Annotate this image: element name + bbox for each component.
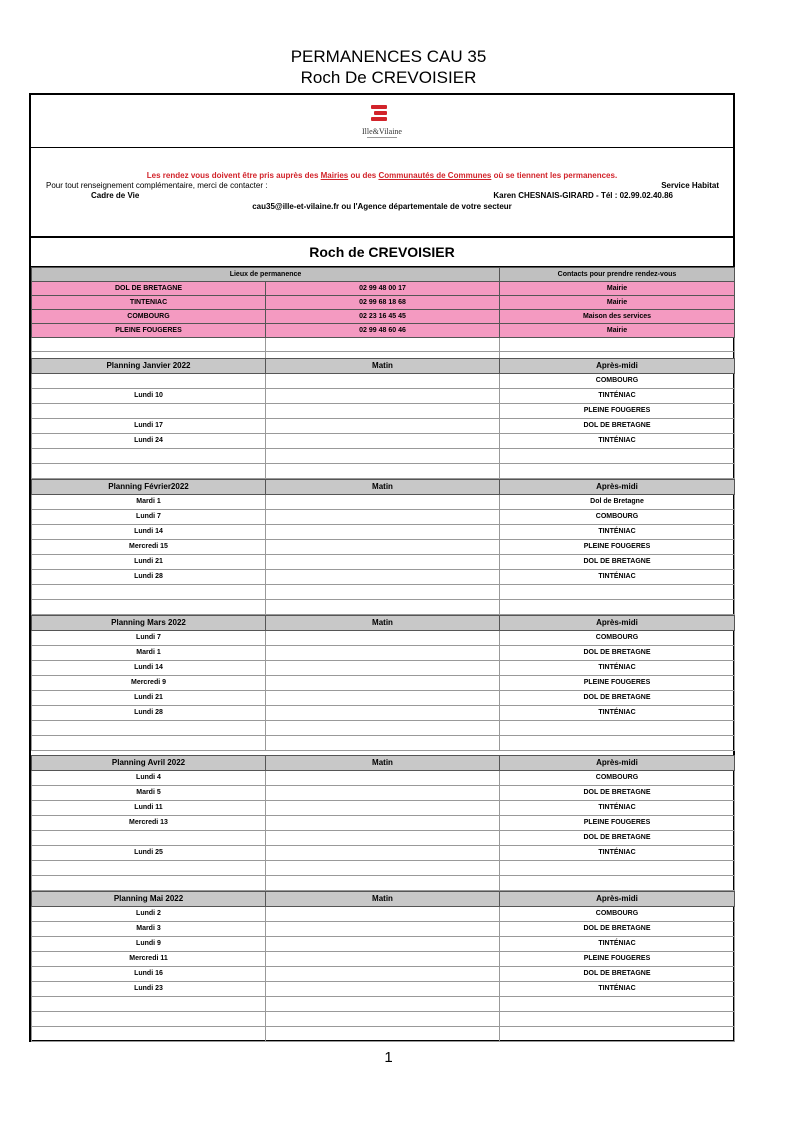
location-name: DOL DE BRETAGNE <box>32 282 266 296</box>
planning-table <box>31 358 735 479</box>
planning-afternoon: COMBOURG <box>500 907 735 922</box>
planning-row <box>32 736 735 751</box>
planning-afternoon <box>500 464 735 479</box>
planning-table <box>31 891 735 1042</box>
planning-row <box>32 1027 735 1042</box>
planning-day <box>32 404 266 419</box>
planning-day <box>32 721 266 736</box>
planning-morning <box>266 570 500 585</box>
planning-afternoon: TINTÉNIAC <box>500 570 735 585</box>
planning-afternoon <box>500 997 735 1012</box>
location-contact: Mairie <box>500 296 735 310</box>
planning-day: Mardi 3 <box>32 922 266 937</box>
planning-day <box>32 997 266 1012</box>
planning-row <box>32 646 735 661</box>
notice-text-2: ou des <box>348 171 379 180</box>
planning-afternoon: TINTÉNIAC <box>500 801 735 816</box>
page-number: 1 <box>384 1049 393 1066</box>
planning-title: Planning Janvier 2022 <box>32 359 266 374</box>
planning-day: Lundi 28 <box>32 706 266 721</box>
document-title: PERMANENCES CAU 35 <box>290 47 487 66</box>
planning-morning <box>266 631 500 646</box>
planning-day: Lundi 11 <box>32 801 266 816</box>
planning-day <box>32 1027 266 1042</box>
morning-header: Matin <box>266 359 500 374</box>
planning-row <box>32 464 735 479</box>
planning-morning <box>266 736 500 751</box>
contact-intro: Pour tout renseignement complémentaire, merci de contacter : <box>46 181 268 190</box>
planning-morning <box>266 952 500 967</box>
planning-day: Lundi 14 <box>32 525 266 540</box>
planning-row <box>32 404 735 419</box>
planning-morning <box>266 661 500 676</box>
location-row <box>32 310 735 324</box>
planning-morning <box>266 846 500 861</box>
planning-row <box>32 495 735 510</box>
planning-row <box>32 952 735 967</box>
planning-header <box>32 359 735 374</box>
planning-day <box>32 1012 266 1027</box>
planning-morning <box>266 706 500 721</box>
planning-row <box>32 982 735 997</box>
planning-afternoon: DOL DE BRETAGNE <box>500 419 735 434</box>
info-block <box>31 148 733 238</box>
planning-afternoon: TINTÉNIAC <box>500 434 735 449</box>
planning-row <box>32 967 735 982</box>
planning-day <box>32 861 266 876</box>
planning-day: Lundi 23 <box>32 982 266 997</box>
planning-day: Mardi 1 <box>32 646 266 661</box>
planning-morning <box>266 555 500 570</box>
location-row <box>32 324 735 338</box>
planning-row <box>32 771 735 786</box>
planning-morning <box>266 419 500 434</box>
planning-afternoon <box>500 876 735 891</box>
planning-morning <box>266 907 500 922</box>
planning-day: Mercredi 15 <box>32 540 266 555</box>
planning-afternoon <box>500 449 735 464</box>
location-phone: 02 99 48 00 17 <box>266 282 500 296</box>
afternoon-header: Après-midi <box>500 359 735 374</box>
planning-row <box>32 449 735 464</box>
locations-header <box>32 268 735 282</box>
planning-header <box>32 892 735 907</box>
planning-afternoon <box>500 600 735 615</box>
location-phone: 02 99 68 18 68 <box>266 296 500 310</box>
zone-title: Roch de CREVOISIER <box>31 238 733 267</box>
planning-afternoon <box>500 736 735 751</box>
planning-morning <box>266 721 500 736</box>
planning-afternoon: PLEINE FOUGERES <box>500 952 735 967</box>
logo-mark-icon <box>371 105 387 125</box>
planning-afternoon <box>500 721 735 736</box>
planning-day <box>32 831 266 846</box>
planning-row <box>32 907 735 922</box>
planning-day: Lundi 2 <box>32 907 266 922</box>
planning-title: Planning Février2022 <box>32 480 266 495</box>
planning-morning <box>266 691 500 706</box>
planning-morning <box>266 861 500 876</box>
planning-title: Planning Mars 2022 <box>32 616 266 631</box>
ille-et-vilaine-logo <box>357 105 407 141</box>
planning-afternoon: TINTÉNIAC <box>500 389 735 404</box>
planning-row <box>32 631 735 646</box>
planning-morning <box>266 495 500 510</box>
planning-morning <box>266 464 500 479</box>
planning-row <box>32 389 735 404</box>
planning-afternoon: TINTÉNIAC <box>500 937 735 952</box>
planning-morning <box>266 816 500 831</box>
planning-afternoon: COMBOURG <box>500 374 735 389</box>
planning-day: Lundi 21 <box>32 555 266 570</box>
planning-afternoon: DOL DE BRETAGNE <box>500 646 735 661</box>
planning-afternoon: DOL DE BRETAGNE <box>500 967 735 982</box>
planning-afternoon <box>500 861 735 876</box>
planning-day: Lundi 25 <box>32 846 266 861</box>
planning-day: Mercredi 9 <box>32 676 266 691</box>
blank-row <box>32 338 735 352</box>
planning-morning <box>266 404 500 419</box>
planning-afternoon <box>500 1027 735 1042</box>
planning-day: Lundi 7 <box>32 631 266 646</box>
planning-row <box>32 861 735 876</box>
service-name: Service Habitat <box>661 181 719 190</box>
afternoon-header: Après-midi <box>500 756 735 771</box>
planning-row <box>32 801 735 816</box>
location-name: TINTENIAC <box>32 296 266 310</box>
appointment-notice <box>31 171 733 180</box>
planning-table <box>31 479 735 615</box>
planning-row <box>32 419 735 434</box>
planning-afternoon: DOL DE BRETAGNE <box>500 922 735 937</box>
planning-morning <box>266 801 500 816</box>
planning-day: Lundi 28 <box>32 570 266 585</box>
planning-afternoon <box>500 585 735 600</box>
morning-header: Matin <box>266 480 500 495</box>
planning-morning <box>266 982 500 997</box>
planning-row <box>32 831 735 846</box>
planning-day: Mardi 1 <box>32 495 266 510</box>
service-name-2: Cadre de Vie <box>91 191 140 200</box>
location-contact: Mairie <box>500 282 735 296</box>
planning-day <box>32 464 266 479</box>
morning-header: Matin <box>266 616 500 631</box>
planning-morning <box>266 922 500 937</box>
page-frame <box>29 93 735 1042</box>
planning-row <box>32 510 735 525</box>
planning-row <box>32 540 735 555</box>
planning-afternoon: PLEINE FOUGERES <box>500 816 735 831</box>
location-row <box>32 296 735 310</box>
planning-row <box>32 997 735 1012</box>
planning-morning <box>266 510 500 525</box>
planning-afternoon: COMBOURG <box>500 771 735 786</box>
planning-row <box>32 786 735 801</box>
afternoon-header: Après-midi <box>500 480 735 495</box>
planning-morning <box>266 449 500 464</box>
planning-day: Lundi 10 <box>32 389 266 404</box>
blank-cell <box>266 338 500 352</box>
location-name: PLEINE FOUGERES <box>32 324 266 338</box>
location-row <box>32 282 735 296</box>
document-subtitle: Roch De CREVOISIER <box>300 68 477 87</box>
planning-afternoon: PLEINE FOUGERES <box>500 540 735 555</box>
planning-day <box>32 876 266 891</box>
planning-morning <box>266 525 500 540</box>
planning-day: Lundi 14 <box>32 661 266 676</box>
planning-day: Lundi 24 <box>32 434 266 449</box>
logo-box <box>31 95 733 148</box>
blank-cell <box>32 338 266 352</box>
planning-row <box>32 525 735 540</box>
planning-table <box>31 755 735 891</box>
planning-afternoon: DOL DE BRETAGNE <box>500 831 735 846</box>
notice-mairies: Mairies <box>320 171 349 180</box>
planning-header <box>32 756 735 771</box>
planning-day <box>32 736 266 751</box>
planning-row <box>32 706 735 721</box>
locations-header-right: Contacts pour prendre rendez-vous <box>500 268 735 282</box>
planning-afternoon: TINTÉNIAC <box>500 846 735 861</box>
logo-underline <box>367 137 397 138</box>
planning-row <box>32 600 735 615</box>
planning-afternoon: PLEINE FOUGERES <box>500 404 735 419</box>
planning-afternoon: TINTÉNIAC <box>500 706 735 721</box>
location-phone: 02 99 48 60 46 <box>266 324 500 338</box>
blank-cell <box>500 338 735 352</box>
planning-table <box>31 615 735 751</box>
planning-morning <box>266 540 500 555</box>
planning-day <box>32 585 266 600</box>
planning-row <box>32 816 735 831</box>
planning-row <box>32 1012 735 1027</box>
location-name: COMBOURG <box>32 310 266 324</box>
planning-morning <box>266 771 500 786</box>
planning-afternoon: TINTÉNIAC <box>500 982 735 997</box>
logo-text: Ille&Vilaine <box>362 127 402 136</box>
planning-afternoon: PLEINE FOUGERES <box>500 676 735 691</box>
planning-row <box>32 922 735 937</box>
planning-row <box>32 691 735 706</box>
location-contact: Maison des services <box>500 310 735 324</box>
contact-person: Karen CHESNAIS-GIRARD - Tél : 02.99.02.40.86 <box>493 191 673 200</box>
planning-day <box>32 374 266 389</box>
planning-header <box>32 480 735 495</box>
planning-row <box>32 846 735 861</box>
location-contact: Mairie <box>500 324 735 338</box>
planning-day: Lundi 16 <box>32 967 266 982</box>
planning-day: Lundi 9 <box>32 937 266 952</box>
planning-morning <box>266 1027 500 1042</box>
planning-morning <box>266 967 500 982</box>
planning-row <box>32 661 735 676</box>
planning-morning <box>266 434 500 449</box>
planning-morning <box>266 937 500 952</box>
morning-header: Matin <box>266 756 500 771</box>
planning-morning <box>266 585 500 600</box>
planning-row <box>32 555 735 570</box>
planning-day <box>32 600 266 615</box>
planning-morning <box>266 389 500 404</box>
planning-row <box>32 876 735 891</box>
planning-afternoon: DOL DE BRETAGNE <box>500 691 735 706</box>
planning-title: Planning Avril 2022 <box>32 756 266 771</box>
planning-day: Mercredi 11 <box>32 952 266 967</box>
planning-day: Mercredi 13 <box>32 816 266 831</box>
planning-morning <box>266 600 500 615</box>
planning-morning <box>266 646 500 661</box>
notice-communautes: Communautés de Communes <box>378 171 492 180</box>
document-header <box>0 46 777 88</box>
planning-row <box>32 434 735 449</box>
planning-morning <box>266 786 500 801</box>
planning-day: Lundi 21 <box>32 691 266 706</box>
planning-header <box>32 616 735 631</box>
planning-afternoon <box>500 1012 735 1027</box>
planning-afternoon: DOL DE BRETAGNE <box>500 555 735 570</box>
planning-afternoon: Dol de Bretagne <box>500 495 735 510</box>
planning-day: Lundi 17 <box>32 419 266 434</box>
planning-morning <box>266 374 500 389</box>
planning-afternoon: COMBOURG <box>500 631 735 646</box>
planning-morning <box>266 1012 500 1027</box>
planning-row <box>32 570 735 585</box>
notice-text-1: Les rendez vous doivent être pris auprès des <box>146 171 321 180</box>
planning-title: Planning Mai 2022 <box>32 892 266 907</box>
planning-morning <box>266 997 500 1012</box>
planning-row <box>32 721 735 736</box>
planning-morning <box>266 676 500 691</box>
planning-afternoon: TINTÉNIAC <box>500 661 735 676</box>
planning-morning <box>266 876 500 891</box>
planning-row <box>32 676 735 691</box>
contact-email: cau35@ille-et-vilaine.fr ou l'Agence départementale de votre secteur <box>252 202 512 211</box>
planning-day: Mardi 5 <box>32 786 266 801</box>
planning-afternoon: COMBOURG <box>500 510 735 525</box>
afternoon-header: Après-midi <box>500 892 735 907</box>
locations-header-left: Lieux de permanence <box>32 268 500 282</box>
location-phone: 02 23 16 45 45 <box>266 310 500 324</box>
planning-day <box>32 449 266 464</box>
planning-afternoon: TINTÉNIAC <box>500 525 735 540</box>
planning-row <box>32 937 735 952</box>
afternoon-header: Après-midi <box>500 616 735 631</box>
locations-table <box>31 267 735 366</box>
planning-row <box>32 585 735 600</box>
planning-afternoon: DOL DE BRETAGNE <box>500 786 735 801</box>
planning-morning <box>266 831 500 846</box>
planning-day: Lundi 7 <box>32 510 266 525</box>
notice-text-3: où se tiennent les permanences. <box>491 171 618 180</box>
morning-header: Matin <box>266 892 500 907</box>
planning-day: Lundi 4 <box>32 771 266 786</box>
planning-row <box>32 374 735 389</box>
